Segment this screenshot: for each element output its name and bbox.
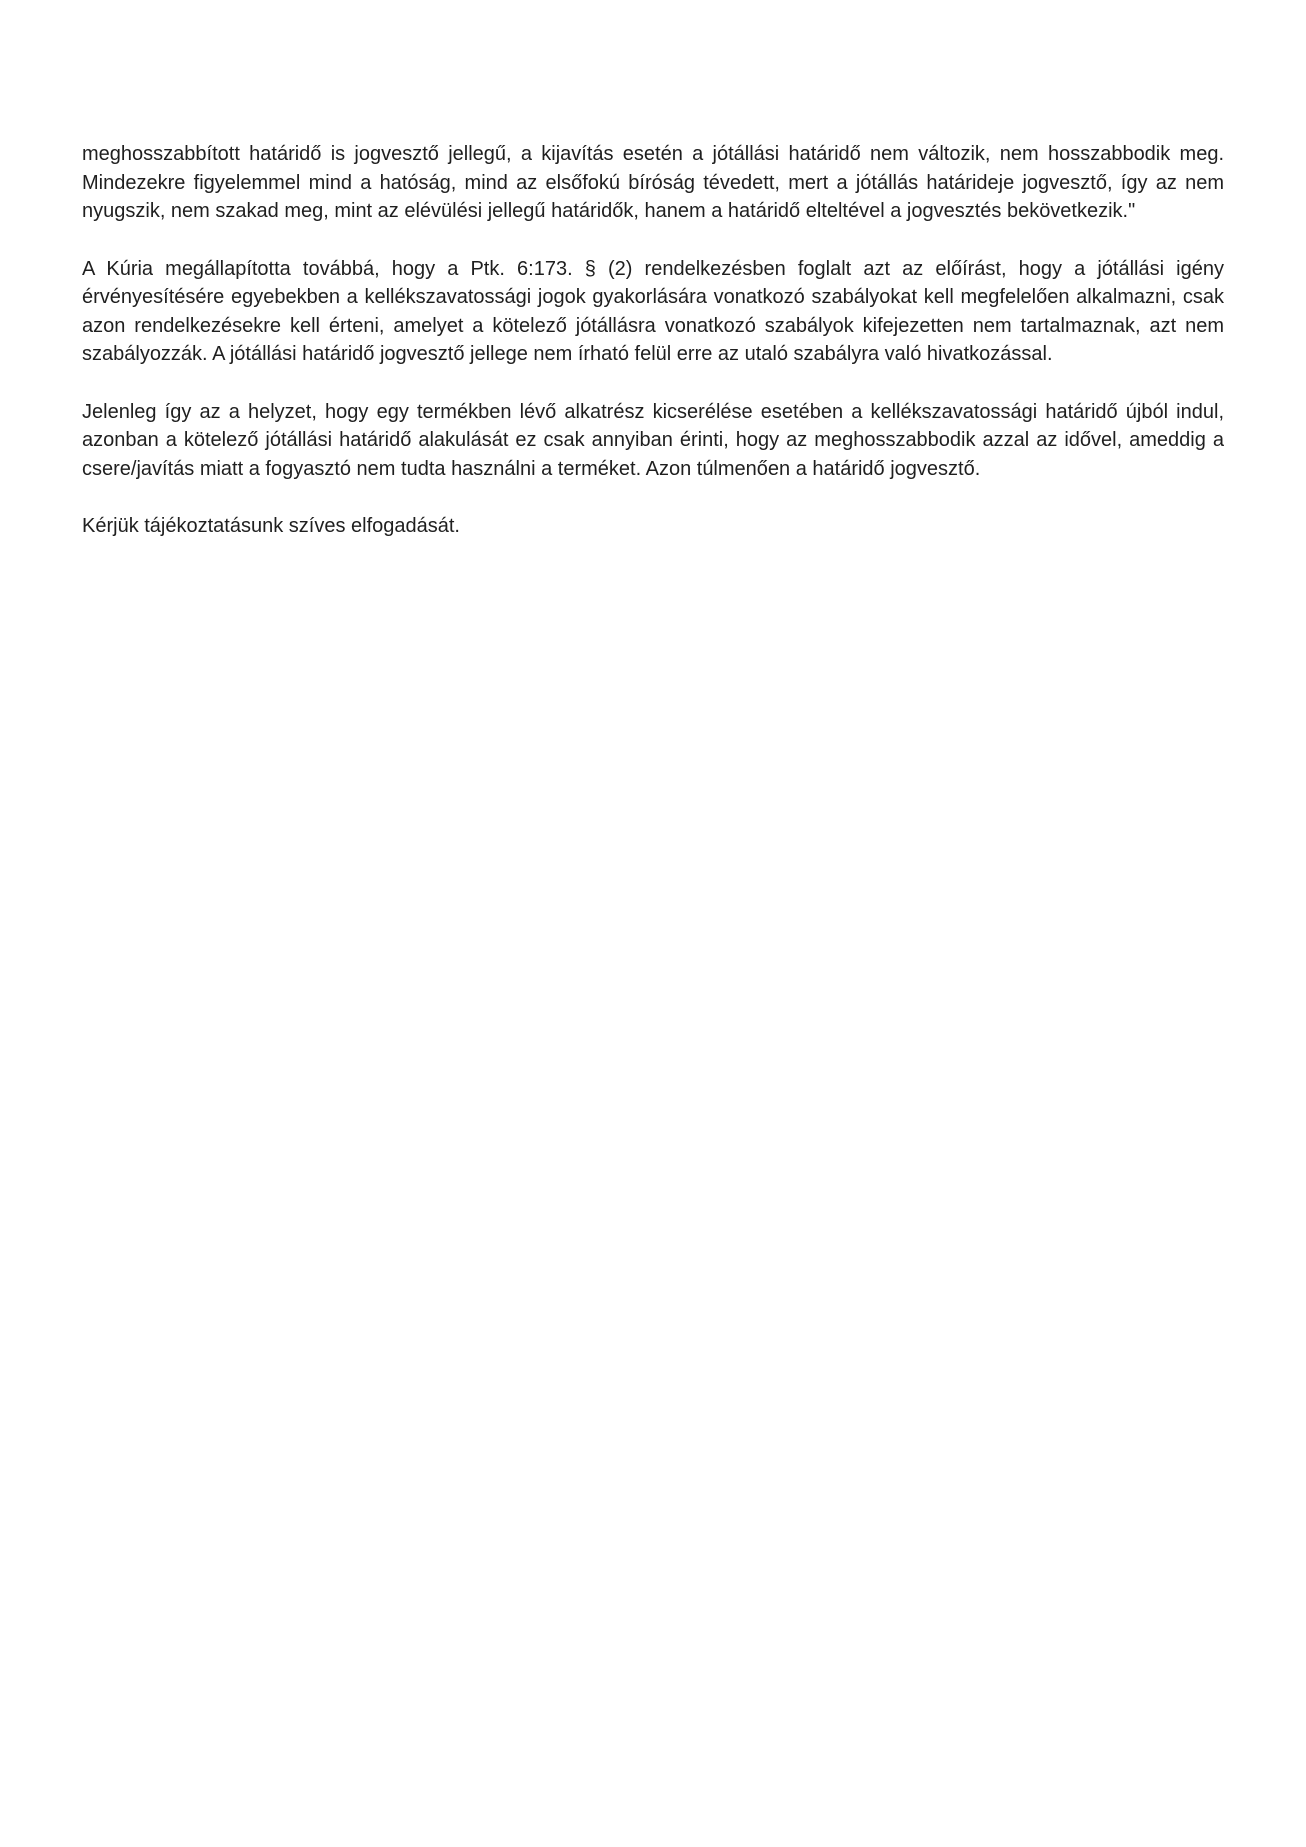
paragraph-closing: Kérjük tájékoztatásunk szíves elfogadását.	[82, 515, 460, 537]
paragraph-kuria-finding: A Kúria megállapította továbbá, hogy a Ptk. 6:173. § (2) rendelkezésben foglalt azt az előírást, hogy a jótállási igény érvényesítésére egyebekben a kellékszavatossági jogok gyakorlására vonatkozó szabályokat kell megfelelően alkalmazni, csak azon rendelkezésekre kell érteni, amelyet a kötelező jótállásra vonatkozó szabályok kifejezetten nem tartalmaznak, azt nem szabályozzák. A jótállási határidő jogvesztő jellege nem írható felül erre az utaló szabályra való hivatkozással.	[82, 257, 1224, 365]
paragraph-current-situation: Jelenleg így az a helyzet, hogy egy termékben lévő alkatrész kicserélése esetében a kellékszavatossági határidő újból indul, azonban a kötelező jótállási határidő alakulását ez csak annyiban érinti, hogy az meghosszabbodik azzal az idővel, ameddig a csere/javítás miatt a fogyasztó nem tudta használni a terméket. Azon túlmenően a határidő jogvesztő.	[82, 400, 1224, 480]
document-body	[82, 140, 1224, 570]
paragraph-ruling-quote: meghosszabbított határidő is jogvesztő jellegű, a kijavítás esetén a jótállási határidő nem változik, nem hosszabbodik meg. Mindezekre figyelemmel mind a hatóság, mind az elsőfokú bíróság tévedett, mert a jótállás határideje jogvesztő, így az nem nyugszik, nem szakad meg, mint az elévülési jellegű határidők, hanem a határidő elteltével a jogvesztés bekövetkezik."	[82, 143, 1224, 222]
